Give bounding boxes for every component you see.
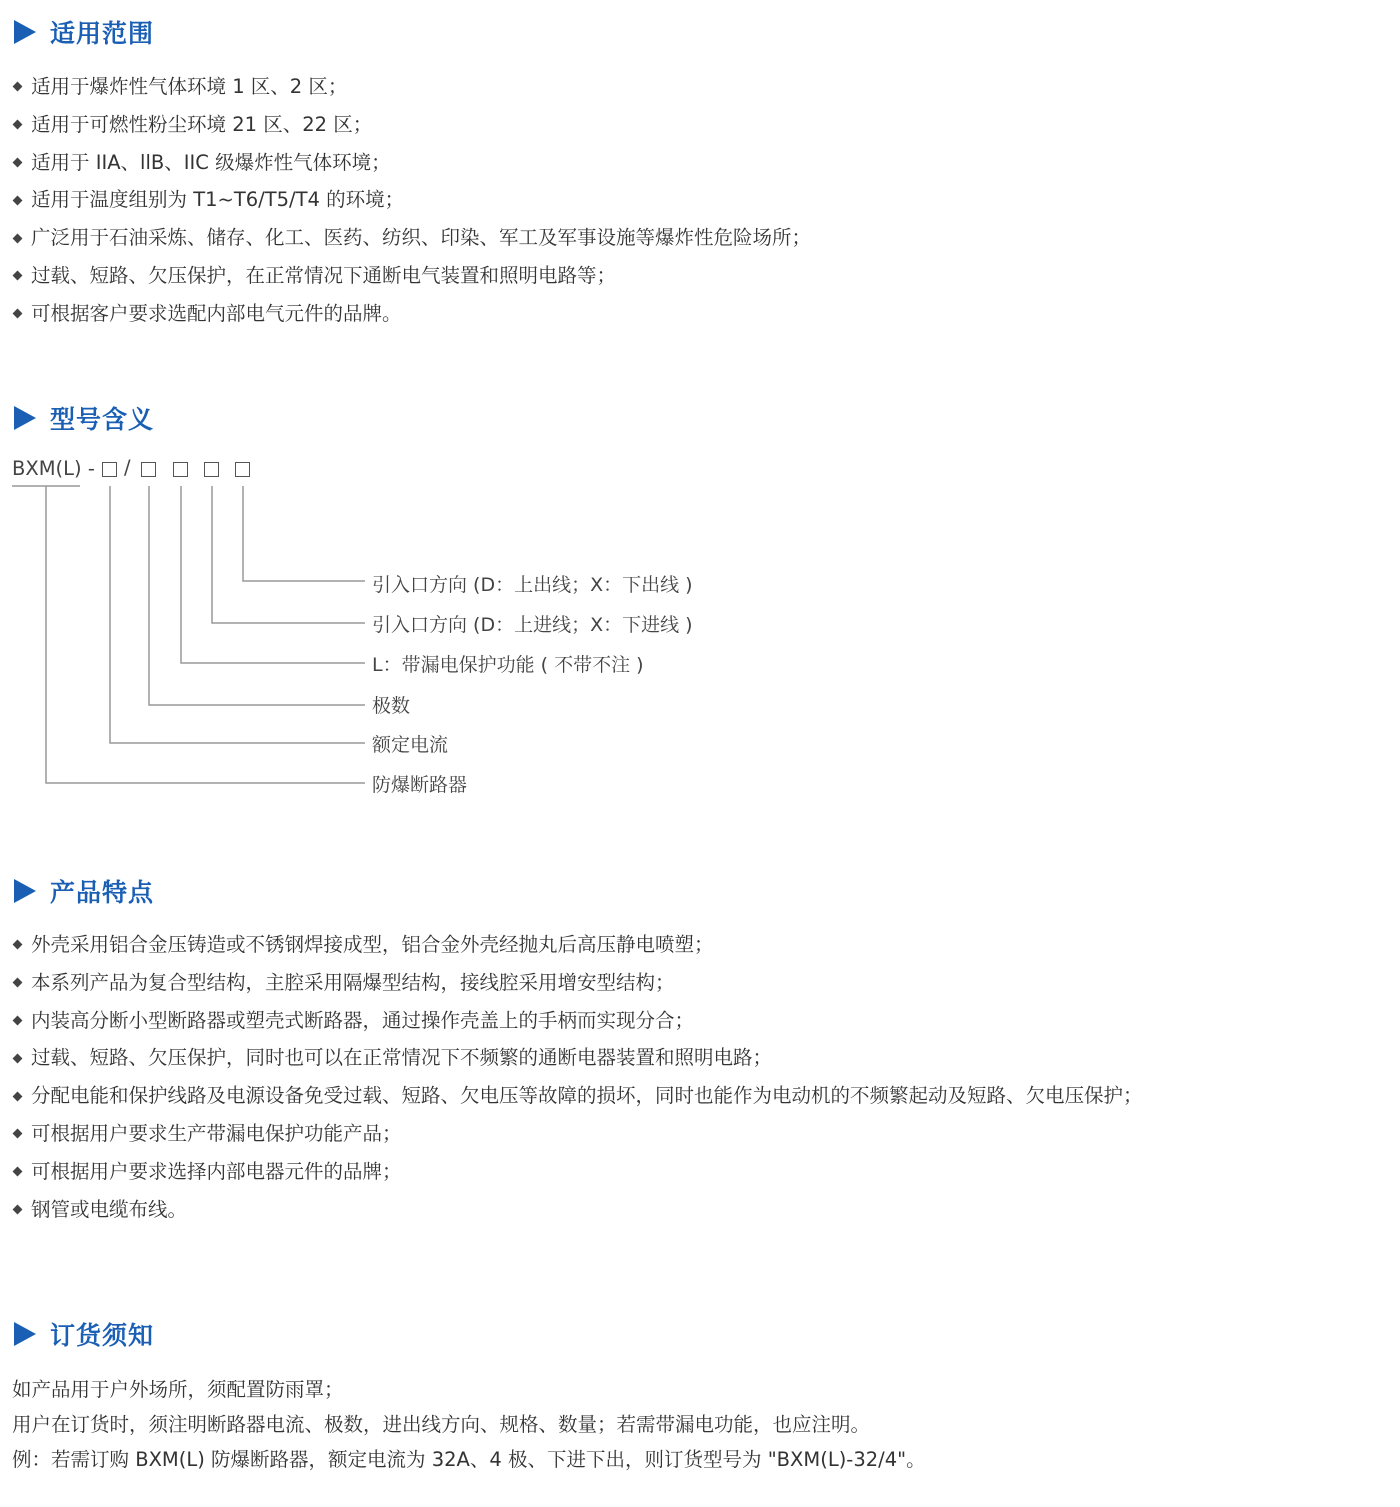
list-item: 过载、短路、欠压保护，在正常情况下通断电气装置和照明电路等；: [12, 257, 811, 295]
list-item: 适用于爆炸性气体环境 1 区、2 区；: [12, 68, 811, 106]
section-title-text: 型号含义: [50, 405, 155, 434]
section-title-ordering: [14, 1314, 154, 1354]
section-title-features: [14, 871, 154, 911]
section-title-text: 适用范围: [50, 19, 155, 48]
play-triangle-icon: [14, 406, 36, 430]
model-label-leakage: L：带漏电保护功能 ( 不带不注 ): [372, 654, 644, 676]
diamond-bullet-icon: [13, 1016, 23, 1026]
diamond-bullet-icon: [13, 1129, 23, 1139]
diamond-bullet-icon: [13, 195, 23, 205]
play-triangle-icon: [14, 20, 36, 44]
code-placeholder-box: [173, 462, 188, 477]
model-code-prefix: BXM(L) -: [12, 457, 95, 480]
diamond-bullet-icon: [13, 978, 23, 988]
list-item: 钢管或电缆布线。: [12, 1191, 1143, 1229]
code-slash: /: [124, 456, 131, 479]
list-item: 适用于温度组别为 T1~T6/T5/T4 的环境；: [12, 181, 811, 219]
play-triangle-icon: [14, 879, 36, 903]
list-item: 广泛用于石油采炼、储存、化工、医药、纺织、印染、军工及军事设施等爆炸性危险场所；: [12, 219, 811, 257]
ordering-line: 如产品用于户外场所，须配置防雨罩；: [12, 1378, 344, 1401]
list-item: 适用于可燃性粉尘环境 21 区、22 区；: [12, 106, 811, 144]
section-title-text: 产品特点: [50, 878, 155, 907]
list-item: 内装高分断小型断路器或塑壳式断路器，通过操作壳盖上的手柄而实现分合；: [12, 1002, 1143, 1040]
diamond-bullet-icon: [13, 940, 23, 950]
list-item: 本系列产品为复合型结构，主腔采用隔爆型结构，接线腔采用增安型结构；: [12, 964, 1143, 1002]
list-item: 过载、短路、欠压保护，同时也可以在正常情况下不频繁的通断电器装置和照明电路；: [12, 1039, 1143, 1077]
ordering-notes: [12, 1372, 926, 1477]
diamond-bullet-icon: [13, 158, 23, 168]
diamond-bullet-icon: [13, 1053, 23, 1063]
diamond-bullet-icon: [13, 1167, 23, 1177]
list-item: 适用于 IIA、llB、IIC 级爆炸性气体环境；: [12, 144, 811, 182]
section-title-model: [14, 398, 154, 438]
model-label-poles: 极数: [372, 695, 411, 717]
diamond-bullet-icon: [13, 1205, 23, 1215]
diamond-bullet-icon: [13, 120, 23, 130]
model-label-breaker: 防爆断路器: [372, 774, 468, 796]
ordering-line: 例：若需订购 BXM(L) 防爆断路器，额定电流为 32A、4 极、下进下出，则订货型号为 "BXM(L)-32/4"。: [12, 1448, 926, 1471]
section-title-scope: [14, 12, 154, 52]
diamond-bullet-icon: [13, 233, 23, 243]
code-placeholder-box: [235, 462, 250, 477]
diamond-bullet-icon: [13, 309, 23, 319]
list-item: 可根据用户要求生产带漏电保护功能产品；: [12, 1115, 1143, 1153]
code-placeholder-box: [204, 462, 219, 477]
list-item: 外壳采用铝合金压铸造或不锈钢焊接成型，铝合金外壳经抛丸后高压静电喷塑；: [12, 926, 1143, 964]
model-label-inlet-direction: 引入口方向 (D：上进线；X：下进线 ): [372, 614, 693, 636]
play-triangle-icon: [14, 1322, 36, 1346]
model-label-rated-current: 额定电流: [372, 734, 449, 756]
scope-list: [12, 68, 811, 333]
features-list: [12, 926, 1143, 1228]
diamond-bullet-icon: [13, 1091, 23, 1101]
code-placeholder-box: [102, 462, 117, 477]
diamond-bullet-icon: [13, 82, 23, 92]
ordering-line: 用户在订货时，须注明断路器电流、极数，进出线方向、规格、数量；若需带漏电功能，也应注明。: [12, 1413, 871, 1436]
diamond-bullet-icon: [13, 271, 23, 281]
model-diagram: [0, 450, 760, 810]
list-item: 分配电能和保护线路及电源设备免受过载、短路、欠电压等故障的损坏，同时也能作为电动机的不频繁起动及短路、欠电压保护；: [12, 1077, 1143, 1115]
model-label-outlet-direction: 引入口方向 (D：上出线；X：下出线 ): [372, 574, 693, 596]
list-item: 可根据用户要求选择内部电器元件的品牌；: [12, 1153, 1143, 1191]
section-title-text: 订货须知: [50, 1321, 155, 1350]
list-item: 可根据客户要求选配内部电气元件的品牌。: [12, 295, 811, 333]
code-placeholder-box: [141, 462, 156, 477]
